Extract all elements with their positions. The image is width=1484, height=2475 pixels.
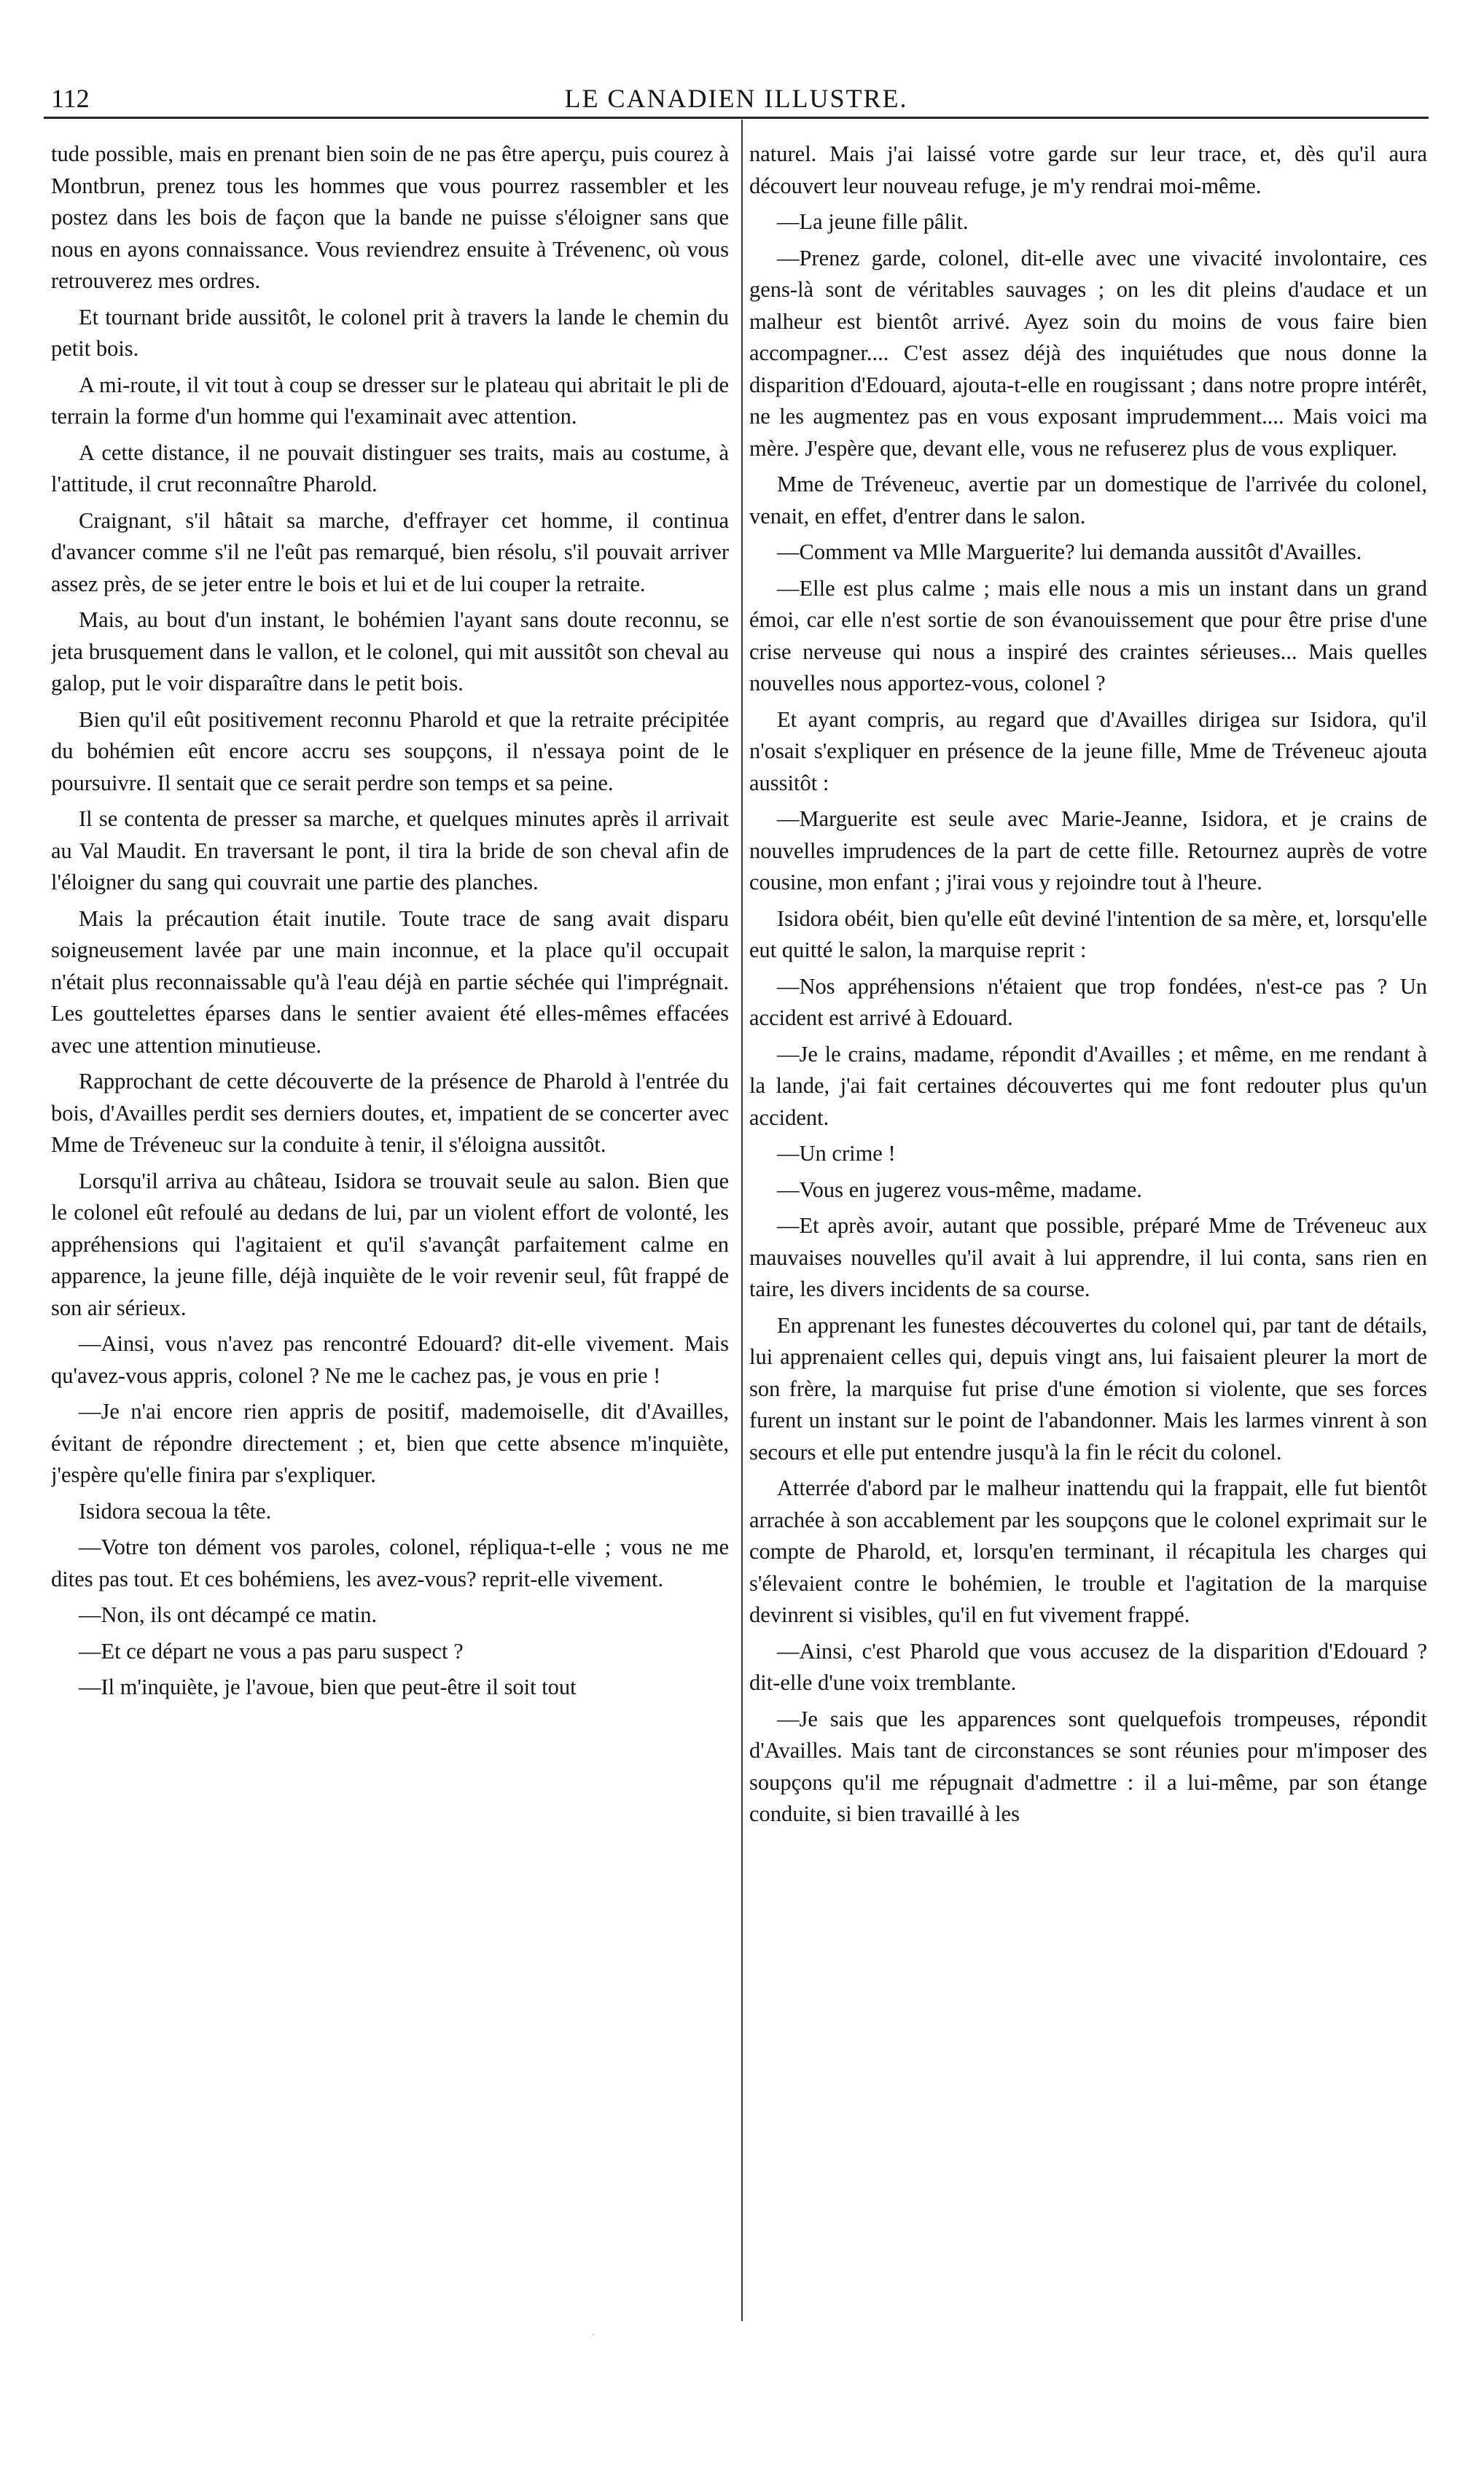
paragraph: —Je le crains, madame, répondit d'Availles ; et même, en me rendant à la lande, j'ai fait certaines découvertes qui me font redouter plus qu'un accident. xyxy=(749,1041,1427,1130)
paragraph: —Comment va Mlle Marguerite? lui demanda aussitôt d'Availles. xyxy=(777,539,1362,564)
paragraph: Et ayant compris, au regard que d'Availles dirigea sur Isidora, qu'il n'osait s'expliquer en présence de la jeune fille, Mme de Tréveneuc ajouta aussitôt : xyxy=(749,706,1427,795)
paragraph: —Votre ton dément vos paroles, colonel, répliqua-t-elle ; vous ne me dites pas tout. Et ces bohémiens, les avez-vous? reprit-elle vivement. xyxy=(51,1535,729,1591)
paragraph: —Elle est plus calme ; mais elle nous a mis un instant dans un grand émoi, car elle n'est sortie de son évanouissement que pour être prise d'une crise nerveuse qui nous a inspiré des craintes sérieuses... Mais quelles nouvelles nous apportez-vous, colonel ? xyxy=(749,575,1427,695)
paragraph: Mais, au bout d'un instant, le bohémien l'ayant sans doute reconnu, se jeta brusquement dans le vallon, et le colonel, qui mit aussitôt son cheval au galop, put le voir disparaître dans le petit bois. xyxy=(51,607,729,695)
header-rule xyxy=(44,117,1429,119)
paragraph: Atterrée d'abord par le malheur inattendu qui la frappait, elle fut bientôt arrachée à son accablement par les soupçons que le colonel exprimait sur le compte de Pharold, et, lorsqu'en terminant, il récapitula les charges qui s'élevaient contre le bohémien, le trouble et l'agitation de la marquise devinrent si visibles, qu'il en fut vivement frappé. xyxy=(749,1476,1427,1627)
paragraph: —Marguerite est seule avec Marie-Jeanne, Isidora, et je crains de nouvelles imprudences de la part de cette fille. Retournez auprès de votre cousine, mon enfant ; j'irai vous y rejoindre tout à l'heure. xyxy=(749,806,1427,894)
paragraph: —Vous en jugerez vous-même, madame. xyxy=(777,1177,1142,1202)
paragraph: Isidora secoua la tête. xyxy=(79,1498,272,1524)
paragraph: —Je sais que les apparences sont quelquefois trompeuses, répondit d'Availles. Mais tant de circonstances se sont réunies pour m'imposer des soupçons qu'il me répugnait d'admettre : il a lui-même, par son étange conduite, si bien travaillé à les xyxy=(749,1706,1427,1826)
paragraph: naturel. Mais j'ai laissé votre garde sur leur trace, et, dès qu'il aura découvert leur nouveau refuge, je m'y rendrai moi-même. xyxy=(749,141,1427,198)
paragraph: tude possible, mais en prenant bien soin de ne pas être aperçu, puis courez à Montbrun, prenez tous les hommes que vous pourrez rassembler et les postez dans les bois de façon que la bande ne puisse s'éloigner sans que nous en ayons connaissance. Vous reviendrez ensuite à Trévenenc, où vous retrouverez mes ordres. xyxy=(51,141,729,293)
left-column xyxy=(51,139,729,2326)
paragraph: —Nos appréhensions n'étaient que trop fondées, n'est-ce pas ? Un accident est arrivé à Edouard. xyxy=(749,973,1427,1030)
print-mark: · xyxy=(592,2330,595,2341)
paragraph: —Et ce départ ne vous a pas paru suspect ? xyxy=(79,1638,464,1664)
paragraph: A mi-route, il vit tout à coup se dresser sur le plateau qui abritait le pli de terrain la forme d'un homme qui l'examinait avec attention. xyxy=(51,372,729,429)
paragraph: —Ainsi, vous n'avez pas rencontré Edouard? dit-elle vivement. Mais qu'avez-vous appris, colonel ? Ne me le cachez pas, je vous en prie ! xyxy=(51,1331,729,1388)
paragraph: Rapprochant de cette découverte de la présence de Pharold à l'entrée du bois, d'Availles perdit ses derniers doutes, et, impatient de se concerter avec Mme de Tréveneuc sur la conduite à tenir, il s'éloigna aussitôt. xyxy=(51,1069,729,1157)
paragraph: —Je n'ai encore rien appris de positif, mademoiselle, dit d'Availles, évitant de répondre directement ; et, bien que cette absence m'inquiète, j'espère qu'elle finira par s'expliquer. xyxy=(51,1399,729,1487)
page-number: 112 xyxy=(51,84,90,113)
paragraph: —Il m'inquiète, je l'avoue, bien que peut-être il soit tout xyxy=(79,1675,577,1699)
paragraph: Mais la précaution était inutile. Toute trace de sang avait disparu soigneusement lavée par une main inconnue, et la place qu'il occupait n'était plus reconnaissable qu'à l'eau déjà en partie séchée qui l'imprégnait. Les gouttelettes éparses dans le sentier avaient été elles-mêmes effacées avec une attention minutieuse. xyxy=(51,905,729,1058)
paragraph: Bien qu'il eût positivement reconnu Pharold et que la retraite précipitée du bohémien eût encore accru ses soupçons, il n'essaya point de le poursuivre. Il sentait que ce serait perdre son temps et sa peine. xyxy=(51,706,729,795)
paragraph: En apprenant les funestes découvertes du colonel qui, par tant de détails, lui apprenaient celles qui, depuis vingt ans, lui faisaient pleurer la mort de son frère, la marquise fut prise d'une émotion si violente, que ses forces furent un instant sur le point de l'abandonner. Mais les larmes vinrent à son secours et elle put entendre jusqu'à la fin le récit du colonel. xyxy=(749,1312,1427,1465)
page-header xyxy=(44,77,1429,122)
column-divider xyxy=(741,120,743,2321)
paragraph: —Ainsi, c'est Pharold que vous accusez de la disparition d'Edouard ? dit-elle d'une voix tremblante. xyxy=(749,1638,1427,1695)
paragraph: Et tournant bride aussitôt, le colonel prit à travers la lande le chemin du petit bois. xyxy=(51,304,729,361)
paragraph: —Et après avoir, autant que possible, préparé Mme de Tréveneuc aux mauvaises nouvelles qu'il avait à lui apprendre, il lui conta, sans rien en taire, les divers incidents de sa course. xyxy=(749,1213,1427,1301)
paragraph: —Prenez garde, colonel, dit-elle avec une vivacité involontaire, ces gens-là sont de véritables sauvages ; on les dit pleins d'audace et un malheur est bientôt arrivé. Ayez soin du moins de vous faire bien accompagner.... C'est assez déjà des inquiétudes que nous donne la disparition d'Edouard, ajouta-t-elle en rougissant ; dans notre propre intérêt, ne les augmentez pas en vous exposant imprudemment.... Mais voici ma mère. J'espère que, devant elle, vous ne refuserez plus de vous expliquer. xyxy=(749,245,1427,461)
paragraph: —Non, ils ont décampé ce matin. xyxy=(79,1602,378,1627)
paragraph: Il se contenta de presser sa marche, et quelques minutes après il arrivait au Val Maudit. En traversant le pont, il tira la bride de son cheval afin de l'éloigner du sang qui couvrait une partie des planches. xyxy=(51,806,729,894)
paragraph: Lorsqu'il arriva au château, Isidora se trouvait seule au salon. Bien que le colonel eût refoulé au dedans de lui, par un violent effort de volonté, les appréhensions qui l'agitaient et qu'il s'avançât parfaitement calme en apparence, la jeune fille, déjà inquiète de le voir revenir seul, fût frappé de son air sérieux. xyxy=(51,1168,729,1320)
right-column xyxy=(749,139,1427,2326)
paragraph: —Un crime ! xyxy=(777,1141,896,1166)
publication-title: LE CANADIEN ILLUSTRE. xyxy=(564,84,908,113)
paragraph: Craignant, s'il hâtait sa marche, d'effrayer cet homme, il continua d'avancer comme s'il ne l'eût pas remarqué, bien résolu, s'il pouvait arriver assez près, de se jeter entre le bois et lui et de lui couper la retraite. xyxy=(51,507,729,596)
paragraph: A cette distance, il ne pouvait distinguer ses traits, mais au costume, à l'attitude, il crut reconnaître Pharold. xyxy=(51,440,729,496)
paragraph: Isidora obéit, bien qu'elle eût deviné l'intention de sa mère, et, lorsqu'elle eut quitté le salon, la marquise reprit : xyxy=(749,905,1427,962)
paragraph: —La jeune fille pâlit. xyxy=(777,209,969,234)
paragraph: Mme de Tréveneuc, avertie par un domestique de l'arrivée du colonel, venait, en effet, d'entrer dans le salon. xyxy=(749,472,1427,529)
